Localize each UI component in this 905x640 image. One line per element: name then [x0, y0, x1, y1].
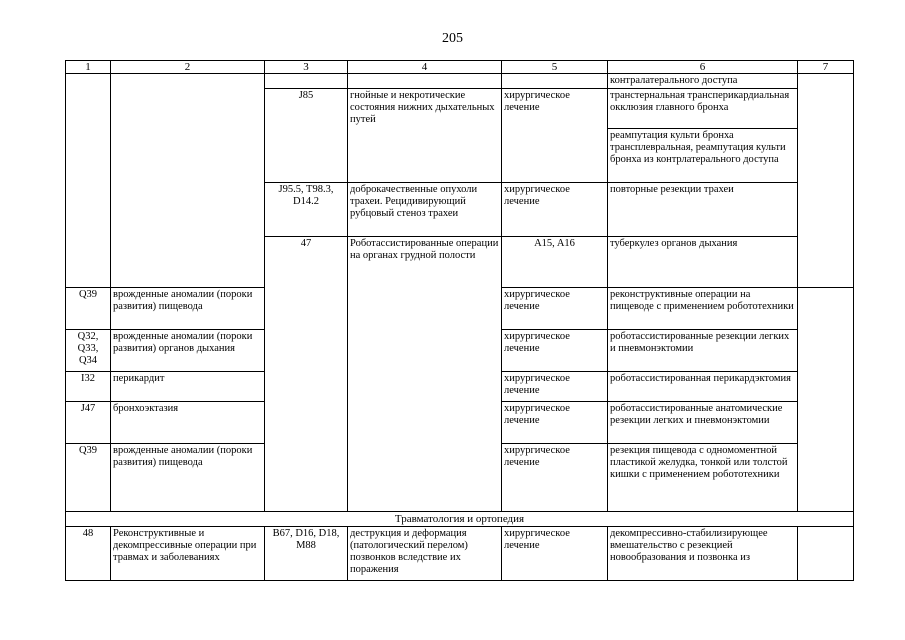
diagnosis-cell: гнойные и некротические состояния нижних дыхательных путей	[348, 89, 502, 183]
icd-code-cell: I32	[66, 372, 111, 402]
icd-code-cell: J85	[265, 89, 348, 183]
method-cell: повторные резекции трахеи	[608, 183, 798, 237]
group-number-cell: 47	[265, 237, 348, 512]
method-cell: декомпрессивно-стабилизирующее вмешательство с резекцией новообразования и позвонка из	[608, 527, 798, 581]
notes-cell	[798, 74, 854, 288]
diagnosis-cell: врожденные аномалии (пороки развития) пищевода	[111, 444, 265, 512]
medical-procedures-table	[65, 60, 854, 581]
diagnosis-cell: доброкачественные опухоли трахеи. Рецидивирующий рубцовый стеноз трахеи	[348, 183, 502, 237]
method-cell: реампутация культи бронха трансплевральная, реампутация культи бронха из контрлатерального доступа	[608, 129, 798, 183]
header-cell: 6	[608, 61, 798, 74]
method-cell: транстернальная трансперикардиальная окклюзия главного бронха	[608, 89, 798, 129]
header-row	[66, 61, 854, 74]
treatment-cell: хирургическое лечение	[502, 89, 608, 183]
section-title: Травматология и ортопедия	[66, 512, 854, 527]
treatment-cell: хирургическое лечение	[502, 444, 608, 512]
icd-code-cell: B67, D16, D18, M88	[265, 527, 348, 581]
diagnosis-cell: перикардит	[111, 372, 265, 402]
header-cell: 2	[111, 61, 265, 74]
section-row	[66, 512, 854, 527]
header-cell: 3	[265, 61, 348, 74]
icd-code-cell: J47	[66, 402, 111, 444]
page-number: 205	[442, 31, 463, 46]
method-cell: роботассистированные анатомические резекции легких и пневмонэктомии	[608, 402, 798, 444]
method-cell: контралатерального доступа	[608, 74, 798, 89]
diagnosis-cell: деструкция и деформация (патологический перелом) позвонков вследствие их поражения	[348, 527, 502, 581]
group-name-cell: Реконструктивные и декомпрессивные операции при травмах и заболеваниях	[111, 527, 265, 581]
method-cell: реконструктивные операции на пищеводе с применением робототехники	[608, 288, 798, 330]
table-row	[66, 527, 854, 581]
diagnosis-cell: бронхоэктазия	[111, 402, 265, 444]
header-cell: 4	[348, 61, 502, 74]
treatment-cell: хирургическое лечение	[502, 288, 608, 330]
group-number-cell: 48	[66, 527, 111, 581]
group-name-cell: Роботассистированные операции на органах грудной полости	[348, 237, 502, 512]
notes-cell	[798, 527, 854, 581]
table-row	[66, 74, 854, 89]
method-cell: резекция пищевода с одномоментной пластикой желудка, тонкой или толстой кишки с применением робототехники	[608, 444, 798, 512]
treatment-cell: хирургическое лечение	[502, 330, 608, 372]
icd-code-cell: Q39	[66, 444, 111, 512]
diagnosis-cell: врожденные аномалии (пороки развития) пищевода	[111, 288, 265, 330]
treatment-cell: хирургическое лечение	[502, 372, 608, 402]
group-number-cell	[66, 74, 111, 288]
icd-code-cell: J95.5, T98.3, D14.2	[265, 183, 348, 237]
group-name-cell	[111, 74, 265, 288]
method-cell: роботассистированные резекции легких и пневмонэктомии	[608, 330, 798, 372]
icd-code-cell: Q39	[66, 288, 111, 330]
header-cell: 5	[502, 61, 608, 74]
method-cell: роботассистированная перикардэктомия	[608, 372, 798, 402]
treatment-cell: хирургическое лечение	[502, 183, 608, 237]
treatment-cell: хирургическое лечение	[502, 527, 608, 581]
icd-code-cell: A15, A16	[502, 237, 608, 288]
diagnosis-cell: туберкулез органов дыхания	[608, 237, 798, 288]
icd-code-cell: Q32, Q33, Q34	[66, 330, 111, 372]
header-cell: 7	[798, 61, 854, 74]
treatment-cell: хирургическое лечение	[502, 402, 608, 444]
header-cell: 1	[66, 61, 111, 74]
diagnosis-cell: врожденные аномалии (пороки развития) органов дыхания	[111, 330, 265, 372]
